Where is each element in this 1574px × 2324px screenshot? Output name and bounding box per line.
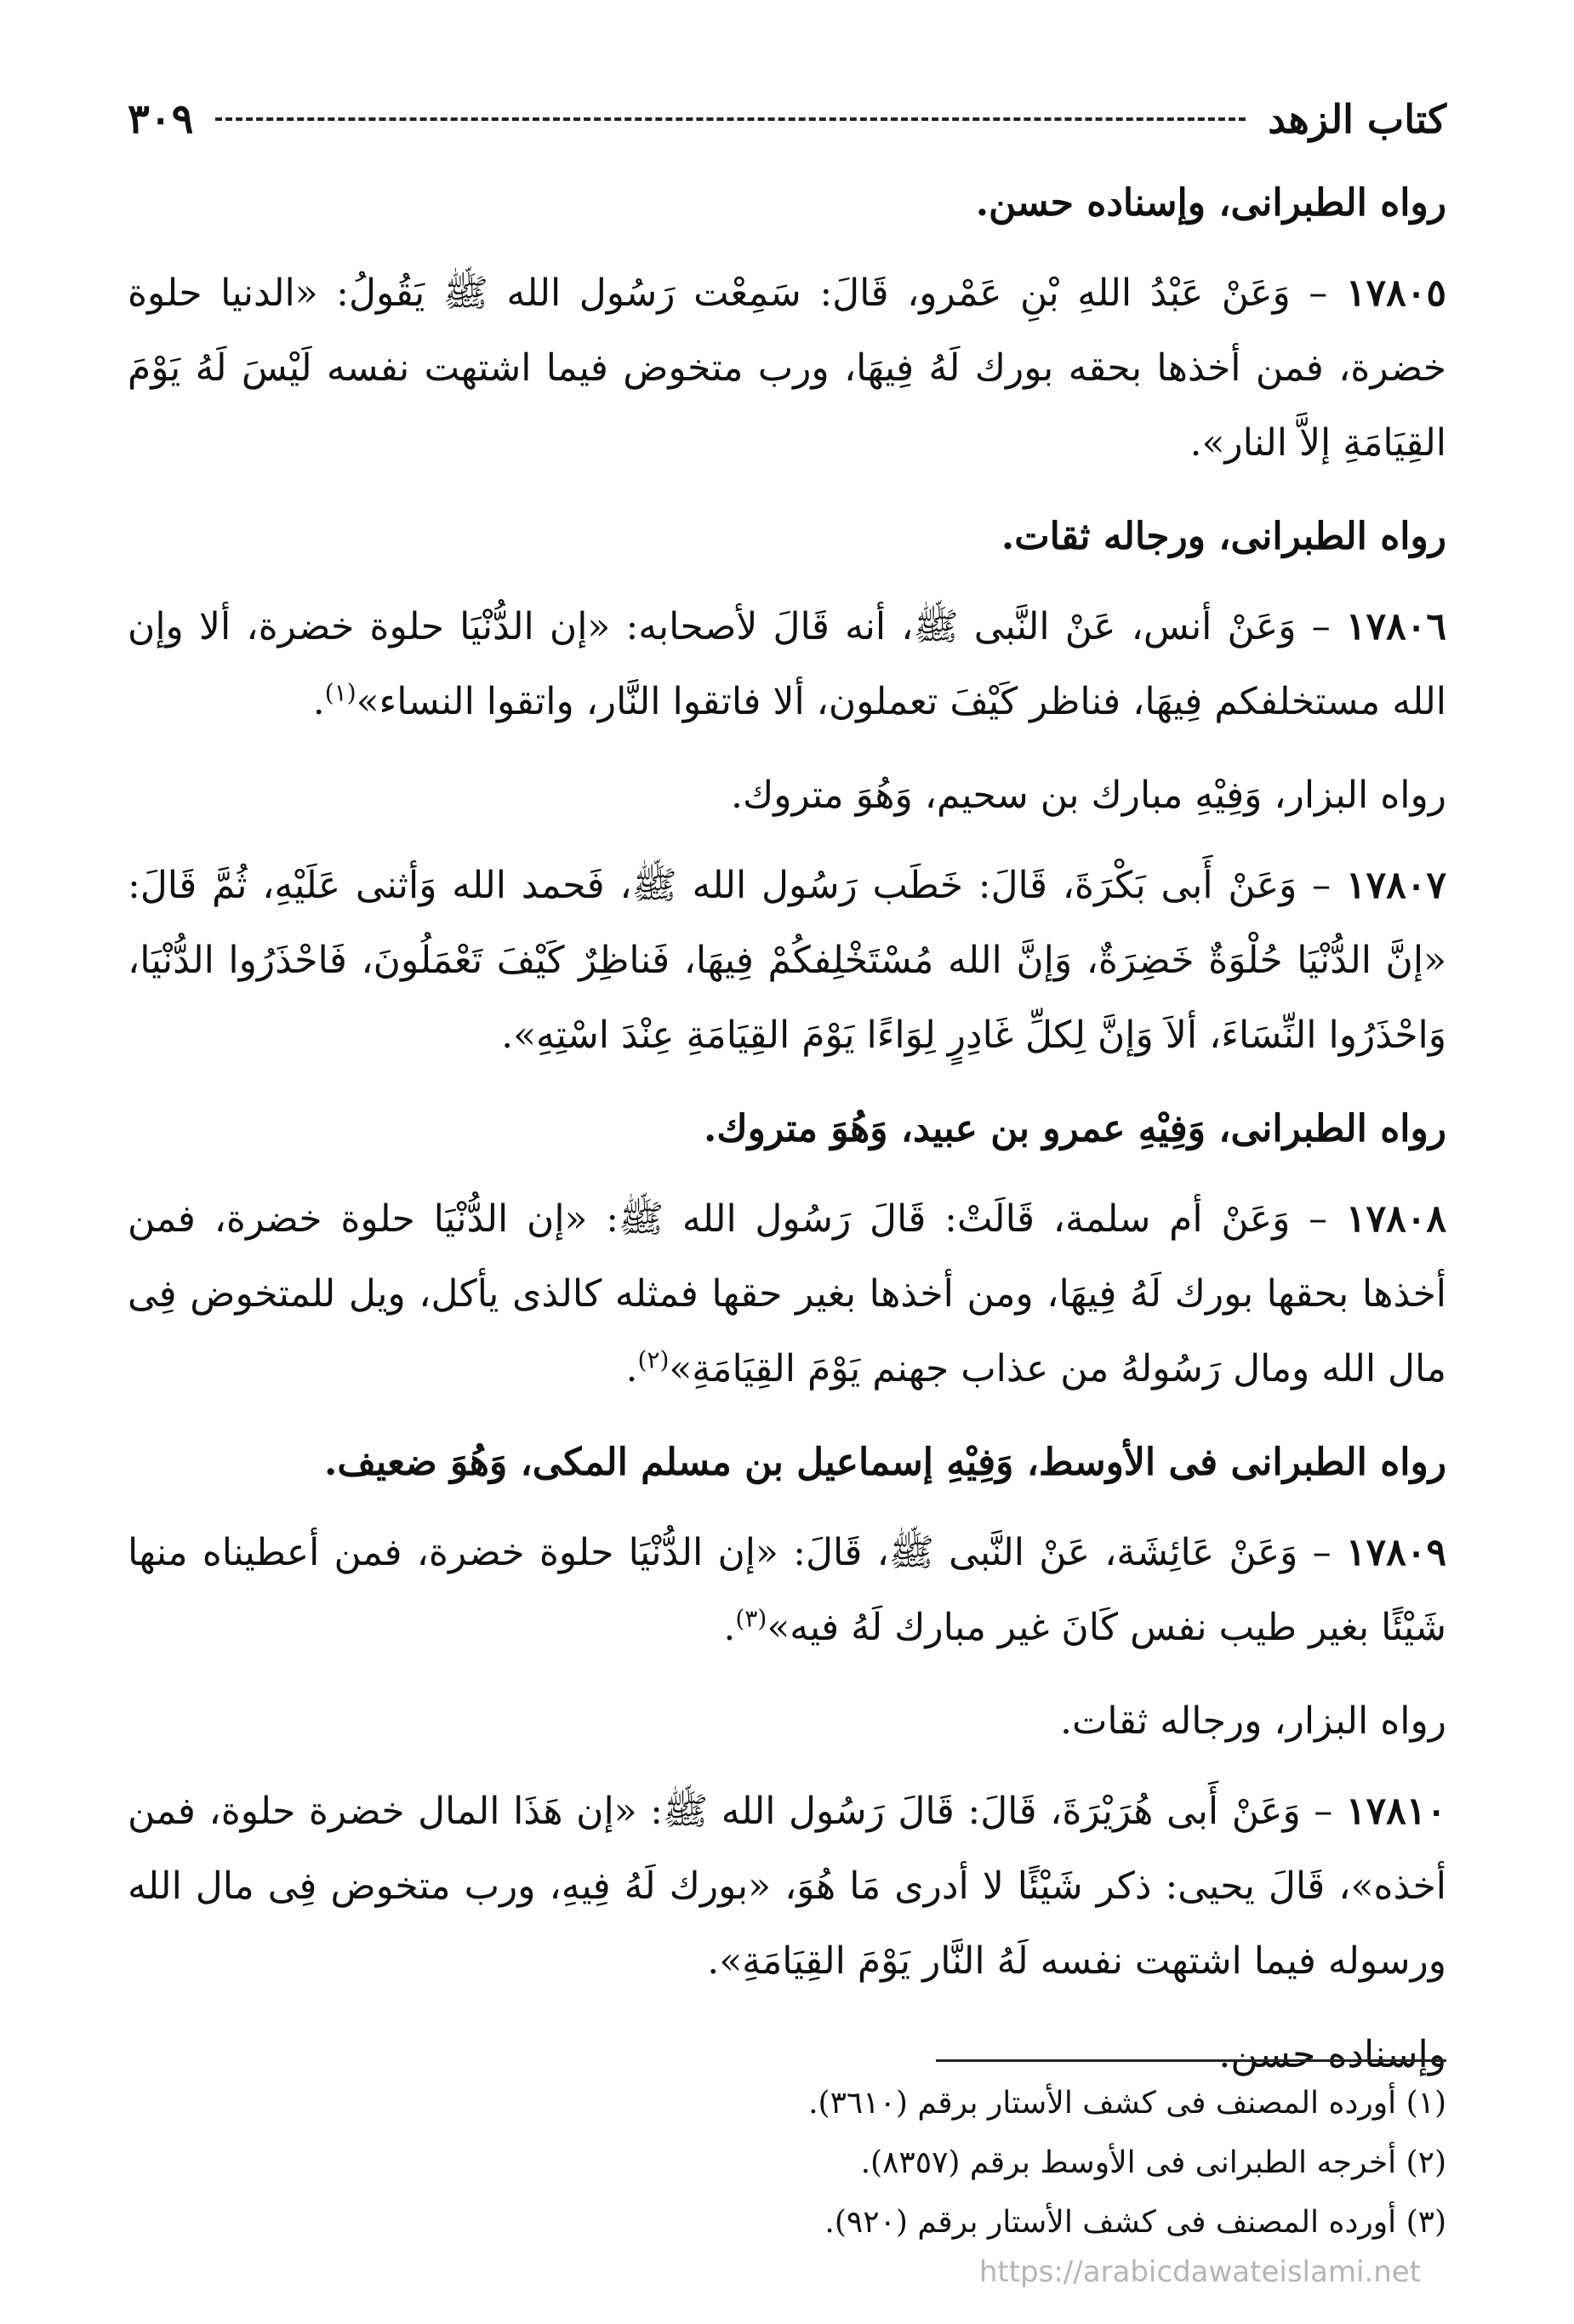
- footnote-ref: (٢): [637, 1345, 670, 1374]
- hadith-text: – وَعَنْ عَبْدُ اللهِ بْنِ عَمْرو، قَالَ: سَمِعْت رَسُول الله ﷺ يَقُولُ: «الدنيا حلوة خضرة، فمن أخذها بحقه بورك لَهُ فِيهَا، ورب متخوض فيما اشتهت نفسه لَيْسَ لَهُ يَوْمَ القِيَامَةِ إلاَّ النار».: [128, 271, 1446, 465]
- footnote-item: (٣) أورده المصنف فى كشف الأستار برقم (٩٢٠).: [824, 2205, 1446, 2240]
- hadith-paragraph: [128, 256, 1446, 481]
- source-note: وإسناده حسن.: [1218, 2033, 1446, 2076]
- chapter-title: كتاب الزهد: [1268, 96, 1446, 142]
- hadith-text: – وَعَنْ أَبى هُرَيْرَةَ، قَالَ: قَالَ رَسُول الله ﷺ: «إن هَذَا المال خضرة حلوة، فمن أخذه»، قَالَ يحيى: ذكر شَيْئًا لا أدرى مَا هُوَ، «بورك لَهُ فِيهِ، ورب متخوض فِى مال الله ورسوله فيما اشتهت نفسه لَهُ النَّار يَوْمَ القِيَامَةِ».: [128, 1790, 1446, 1983]
- hadith-number: ١٧٨٠٩: [1345, 1531, 1446, 1574]
- hadith-number: ١٧٨٠٦: [1345, 605, 1446, 648]
- page-number: ٣٠٩: [128, 95, 194, 143]
- source-note: رواه الطبرانى فى الأوسط، وَفِيْهِ إسماعيل بن مسلم المكى، وَهُوَ ضعيف.: [324, 1441, 1446, 1484]
- footnote-ref: (١): [324, 678, 356, 707]
- hadith-text: – وَعَنْ أَبى بَكْرَةَ، قَالَ: خَطَب رَسُول الله ﷺ، فَحمد الله وَأثنى عَلَيْهِ، ثُمَّ قَالَ: «إنَّ الدُّنْيَا حُلْوَةٌ خَضِرَةٌ، وَإنَّ الله مُسْتَخْلِفكُمْ فِيهَا، فَناظِرٌ كَيْفَ تَعْمَلُونَ، فَاحْذَرُوا الدُّنْيَا، وَاحْذَرُوا النِّسَاءَ، ألاَ وَإنَّ لِكلِّ غَادِرٍ لِوَاءًا يَوْمَ القِيَامَةِ عِنْدَ اسْتِهِ».: [128, 864, 1446, 1057]
- footnote-item: (١) أورده المصنف فى كشف الأستار برقم (٣٦١٠).: [808, 2086, 1446, 2121]
- source-note: رواه الطبرانى، وَفِيْهِ عمرو بن عبيد، وَهُوَ متروك.: [704, 1107, 1446, 1151]
- page-body: [128, 166, 1446, 2108]
- hadith-paragraph: [128, 1774, 1446, 1999]
- hadith-paragraph: [128, 848, 1446, 1073]
- hadith-number: ١٧٨٠٧: [1345, 864, 1446, 907]
- source-note: رواه البزار، ورجاله ثقات.: [1059, 1699, 1446, 1743]
- hadith-paragraph: ١٧٨٠٦ – وَعَنْ أنس، عَنْ النَّبى ﷺ، أنه قَالَ لأصحابه: «إن الدُّنْيَا حلوة خضرة، ألا وإن الله مستخلفكم فِيهَا، فناظر كَيْفَ تعملون، ألا فاتقوا النَّار، واتقوا النساء»$^{(١)}$.: [128, 605, 1446, 723]
- hadith-number: ١٧٨١٠: [1345, 1790, 1446, 1833]
- hadith-text: – وَعَنْ عَائِشَة، عَنْ النَّبى ﷺ، قَالَ: «إن الدُّنْيَا حلوة خضرة، فمن أعطيناه منها شَيْئًا بغير طيب نفس كَانَ غير مبارك لَهُ فيه»: [128, 1531, 1446, 1649]
- footnote-ref: (٣): [735, 1604, 767, 1633]
- source-note: رواه الطبرانى، ورجاله ثقات.: [1001, 515, 1446, 558]
- hadith-text: – وَعَنْ أم سلمة، قَالَتْ: قَالَ رَسُول الله ﷺ: «إن الدُّنْيَا حلوة خضرة، فمن أخذها بحقها بورك لَهُ فِيهَا، ومن أخذها بغير حقها فمثله كالذى يأكل، ويل للمتخوض فِى مال الله ومال رَسُولهُ من عذاب جهنم يَوْمَ القِيَامَةِ»: [128, 1197, 1446, 1390]
- hadith-paragraph: ١٧٨٠٩ – وَعَنْ عَائِشَة، عَنْ النَّبى ﷺ، قَالَ: «إن الدُّنْيَا حلوة خضرة، فمن أعطيناه منها شَيْئًا بغير طيب نفس كَانَ غير مبارك لَهُ فيه»$^{(٣)}$.: [128, 1531, 1446, 1649]
- hadith-text: – وَعَنْ أنس، عَنْ النَّبى ﷺ، أنه قَالَ لأصحابه: «إن الدُّنْيَا حلوة خضرة، ألا وإن الله مستخلفكم فِيهَا، فناظر كَيْفَ تعملون، ألا فاتقوا النَّار، واتقوا النساء»: [128, 605, 1446, 723]
- header-dashed-rule: [215, 117, 1246, 121]
- hadith-number: ١٧٨٠٥: [1345, 271, 1446, 315]
- page-header: [128, 89, 1446, 149]
- watermark-url: https://arabicdawateislami.net: [978, 2255, 1421, 2289]
- hadith-paragraph: ١٧٨٠٨ – وَعَنْ أم سلمة، قَالَتْ: قَالَ رَسُول الله ﷺ: «إن الدُّنْيَا حلوة خضرة، فمن أخذها بحقها بورك لَهُ فِيهَا، ومن أخذها بغير حقها فمثله كالذى يأكل، ويل للمتخوض فِى مال الله ومال رَسُولهُ من عذاب جهنم يَوْمَ القِيَامَةِ»$^{(٢)}$.: [128, 1197, 1446, 1390]
- hadith-number: ١٧٨٠٨: [1345, 1197, 1446, 1241]
- source-note: رواه الطبرانى، وإسناده حسن.: [975, 181, 1446, 225]
- source-note: رواه البزار، وَفِيْهِ مبارك بن سحيم، وَهُوَ متروك.: [730, 774, 1446, 817]
- footnote-item: (٢) أخرجه الطبرانى فى الأوسط برقم (٨٣٥٧).: [860, 2145, 1446, 2180]
- footnotes: [128, 2059, 1446, 2253]
- footnote-separator: [936, 2059, 1446, 2062]
